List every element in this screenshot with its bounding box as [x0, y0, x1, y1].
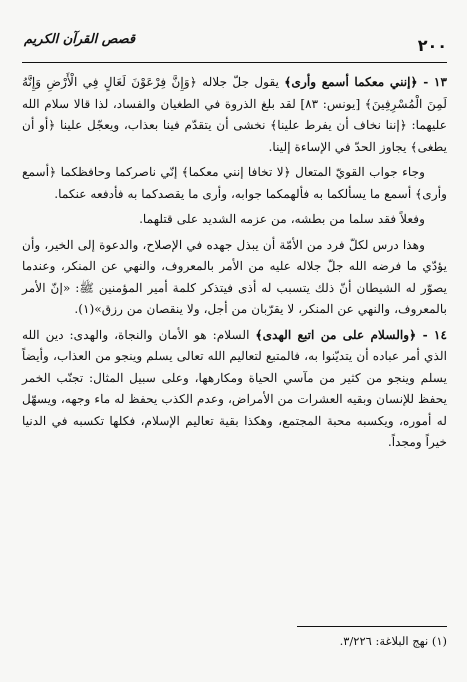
paragraph: [22, 209, 447, 231]
page-header: [22, 10, 447, 66]
paragraph: [22, 325, 447, 454]
paragraph-text: السلام: هو الأمان والنجاة، والهدى: دين الله الذي أمر عباده أن يتديّنوا به، فالمتبع لتعاليم الله تعالى يسلم وينجو من العذاب، وأيضاً يسلم وينجو من كثير من مآسي الحياة ومكارهها، وعلى سبيل المثال: تجنّب الخمر يحفظ للإنسان وبقيه العشرات من الأمراض، وعدم الكذب يحفظ له ماء وجهه، ويسهّل له أموره، ويكسبه محبة المجتمع، وهكذا بقية تعاليم الإسلام، فكلها تكسبه في الدنيا خيراً ومجداً.: [22, 327, 447, 449]
book-title: قصص القرآن الكريم: [24, 32, 136, 47]
footnote: (١) نهج البلاغة: ٣/٢٢٦.: [339, 634, 447, 648]
section-heading: ١٣ - ﴿إنني معكما أسمع وأرى﴾: [284, 75, 447, 89]
section-heading: ١٤ - ﴿والسلام على من اتبع الهدى﴾: [255, 327, 448, 342]
paragraph: [22, 72, 447, 158]
book-page: [22, 10, 447, 670]
page-number: ٢٠٠: [417, 36, 447, 55]
paragraph-text: وفعلاً فقد سلما من بطشه، من عزمه الشديد على قتلهما.: [139, 212, 425, 226]
paragraph: [22, 235, 447, 321]
main-text: [22, 72, 447, 458]
paragraph: [22, 162, 447, 205]
paragraph-text: وهذا درس لكلّ فرد من الأمّة أن يبذل جهده في الإصلاح، والدعوة إلى الخير، وأن يؤدّي ما فرضه الله جلّ جلاله عليه من الأمر بالمعروف، والنهي عن المنكر، وعندما يصوّر له الشيطان أنّ ذلك يتسبب له أذى فيتذكر كلمة أمير المؤمنين ﷺ: «إنّ الأمر بالمعروف، والنهي عن المنكر، لا يقرّبان من أجل، ولا ينقصان من رزق»(١).: [22, 237, 447, 316]
footnote-rule: [297, 626, 447, 627]
header-rule: [22, 62, 447, 63]
paragraph-text: وجاء جواب القويّ المتعال ﴿لا تخافا إنني معكما﴾ إنّي ناصركما وحافظكما ﴿أسمع وأرى﴾ أسمع ما يسألكما به فألهمكما جوابه، وأرى ما يقصدكما به فأدفعه عنكما.: [22, 165, 447, 201]
paragraph-text: يقول جلّ جلاله ﴿وَإِنَّ فِرْعَوْنَ لَعَالٍ فِي الْأَرْضِ وَإِنَّهُ لَمِنَ الْمُسْرِفِينَ﴾ [يونس: ٨٣] لقد بلغ الذروة في الطغيان والفساد، لذا قالا سلام الله عليهما: ﴿إننا نخاف أن يفرط علينا﴾ نخشى أن يتقدّم فينا بعذاب، ويعجّل علينا ﴿أو أن يطغى﴾ يجاوز الحدّ في الإساءة إلينا.: [22, 75, 447, 154]
